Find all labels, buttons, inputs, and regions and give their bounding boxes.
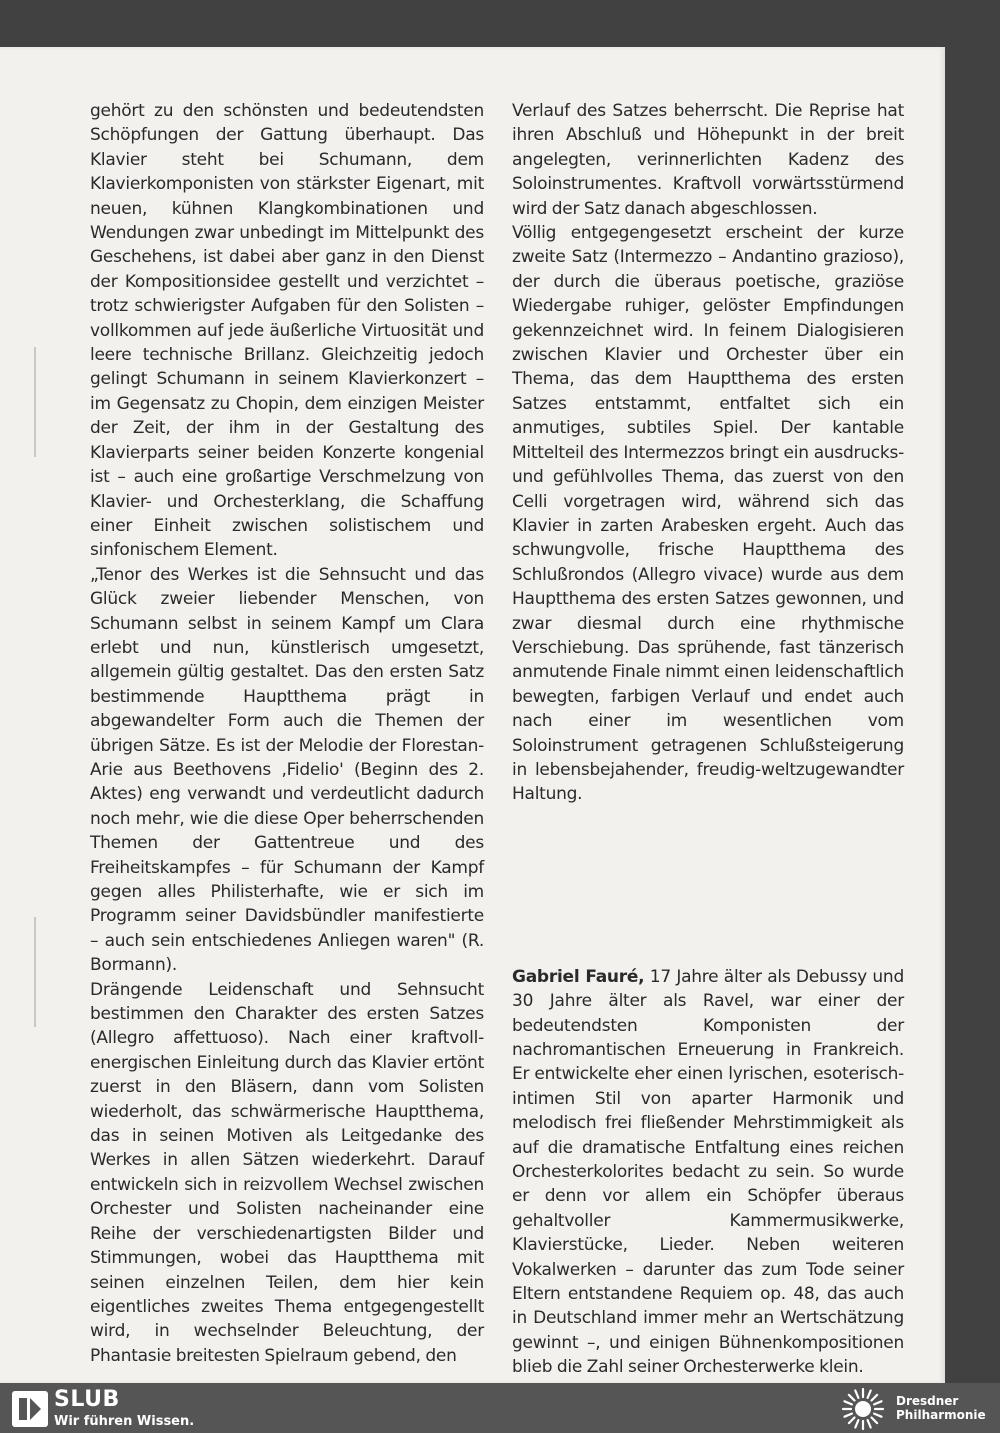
paragraph-concerto-intro: gehört zu den schönsten und bedeutendsten Schöpfungen der Gattung überhaupt. Das Klavier steht bei Schumann, dem Klavierkomponisten von stärkster Eigenart, mit neuen, kühnen Klangkombinationen und Wendungen zwar unbedingt im Mittelpunkt des Geschehens, ist dabei aber ganz in den Dienst der Kompositionsidee gestellt und verzichtet – trotz schwierigster Aufgaben für den Solisten – vollkommen auf jede äußerliche Virtuosität und leere technische Brillanz. Gleichzeitig jedoch gelingt Schumann in seinem Klavierkonzert – im Gegensatz zu Chopin, dem einzigen Meister der Zeit, der ihm in der Gestaltung des Klavierparts seiner beiden Konzerte kongenial ist – auch eine großartige Verschmelzung von Klavier- und Orchesterklang, die Schaffung einer Einheit zwischen solistischem und sinfonischem Element. [90, 101, 484, 561]
philharmonie-name-line1: Dresdner [896, 1394, 959, 1408]
paragraph-bormann-quote: „Tenor des Werkes ist die Sehnsucht und das Glück zweier liebender Menschen, von Schumann selbst in seinem Kampf um Clara erlebt und nun, künstlerisch umgesetzt, allgemein gültig gestaltet. Das den ersten Satz bestimmende Hauptthema prägt in abgewandelter Form auch die Themen der übrigen Sätze. Es ist der Melodie der Florestan-Arie aus Beethovens ‚Fidelio' (Beginn des 2. Aktes) eng verwandt und verdeutlicht dadurch noch mehr, wie die diese Oper beherrschenden Themen der Gattentreue und des Freiheitskampfes – für Schumann der Kampf gegen alles Philisterhafte, wie er sich im Programm seiner Davidsbündler manifestierte – auch sein entschiedenes Anliegen waren" (R. Bormann). [90, 564, 484, 976]
left-text-column [90, 99, 484, 1368]
binding-mark-bottom [34, 917, 42, 1027]
right-text-column [512, 99, 904, 1380]
composer-text: 17 Jahre älter als Debussy und 30 Jahre älter als Ravel, war einer der bedeutendsten Komponisten der nachromantischen Erneuerung in Frankreich. Er entwickelte eher einen lyrischen, esoterisch-intimen Stil von aparter Harmonik und melodisch frei fließender Mehrstimmigkeit als auf die dramatische Entfaltung eines reichen Orchesterkolorites bedacht zu sein. So wurde er denn vor allem ein Schöpfer überaus gehaltvoller Kammermusikwerke, Klavierstücke, Lieder. Neben weiteren Vokalwerken – darunter das zum Tode seiner Eltern entstandene Requiem op. 48, das auch in Deutschland immer mehr an Wertschätzung gewinnt –, und einigen Bühnenkompositionen blieb die Zahl seiner Orchesterwerke klein. [512, 966, 904, 1378]
document-page [0, 47, 945, 1383]
philharmonie-name-line2: Philharmonie [896, 1408, 986, 1422]
composer-name: Gabriel Fauré, [512, 966, 645, 987]
slub-logo-icon[interactable] [12, 1391, 48, 1427]
paragraph-second-third-movement: Völlig entgegengesetzt erscheint der kurze zweite Satz (Intermezzo – Andantino grazioso), der durch die überaus poetische, graziöse Wiedergabe ruhiger, gelöster Empfindungen gekennzeichnet wird. In feinem Dialogisieren zwischen Klavier und Orchester über ein Thema, das dem Hauptthema des ersten Satzes entstammt, entfaltet sich ein anmutiges, subtiles Spiel. Der kantable Mittelteil des Intermezzos bringt ein ausdrucks- und gefühlvolles Thema, das zuerst von den Celli vorgetragen wird, während sich das Klavier in zarten Arabesken ergeht. Auch das schwungvolle, frische Hauptthema des Schlußrondos (Allegro vivace) wurde aus dem Hauptthema des ersten Satzes gewonnen, und zwar diesmal durch eine rhythmische Verschiebung. Das sprühende, fast tänzerisch anmutende Finale nimmt einen leidenschaftlich bewegten, farbigen Verlauf und endet auch nach einer im wesentlichen vom Soloinstrument getragenen Schlußsteigerung in lebensbejahender, freudig-weltzugewandter Haltung. [512, 223, 904, 805]
philharmonie-name[interactable] [896, 1394, 986, 1422]
slub-slogan: Wir führen Wissen. [54, 1414, 195, 1429]
slub-name[interactable]: SLUB [54, 1387, 120, 1412]
paragraph-reprise: Verlauf des Satzes beherrscht. Die Reprise hat ihren Abschluß und Höhepunkt in der breit angelegten, verinnerlichten Kadenz des Soloinstrumentes. Kraftvoll vorwärtsstürmend wird der Satz danach abgeschlossen. [512, 101, 904, 219]
footer-bar [0, 1383, 1000, 1433]
binding-mark-top [34, 347, 42, 457]
paragraph-first-movement: Drängende Leidenschaft und Sehnsucht bestimmen den Charakter des ersten Satzes (Allegro affettuoso). Nach einer kraftvoll-energischen Einleitung durch das Klavier ertönt zuerst in den Bläsern, dann vom Solisten wiederholt, das schwärmerische Hauptthema, das in seinen Motiven als Leitgedanke des Werkes in allen Sätzen wiederkehrt. Darauf entwickeln sich in reizvollem Wechsel zwischen Orchester und Solisten nacheinander eine Reihe der verschiedenartigsten Bilder und Stimmungen, wobei das Hauptthema mit seinen einzelnen Teilen, dem hier kein eigentliches zweites Thema entgegengestellt wird, in wechselnder Beleuchtung, der Phantasie breitesten Spielraum gebend, den [90, 979, 484, 1366]
paragraph-faure [512, 965, 904, 1380]
philharmonie-sunburst-icon[interactable] [840, 1386, 886, 1432]
